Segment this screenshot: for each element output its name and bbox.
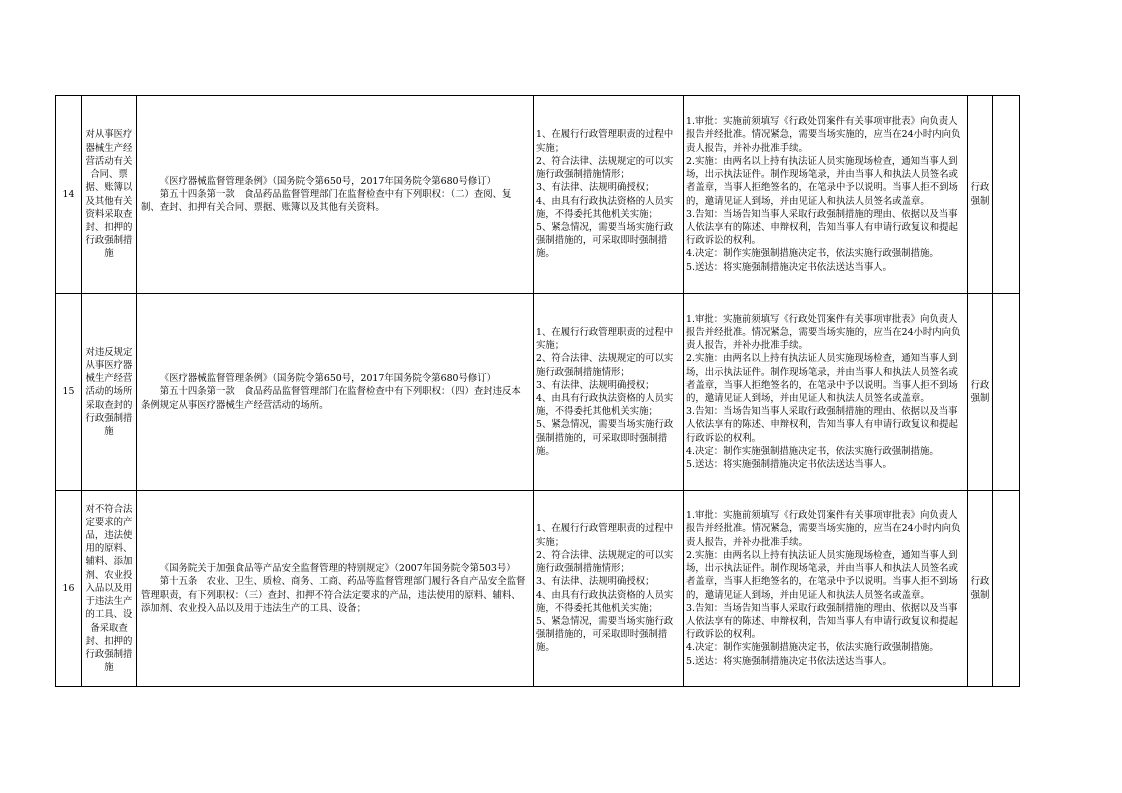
row-number: 16: [56, 491, 82, 687]
row-number: 15: [56, 294, 82, 491]
law-article: 第五十四条第一款 食品药品监督管理部门在监督检查中有下列职权：（二）查阅、复制、查封、扣押有关合同、票据、账簿以及其他有关资料。: [141, 188, 512, 214]
procedure-steps: [684, 96, 968, 294]
condition-line: 3、有法律、法规明确授权；: [536, 379, 655, 391]
procedure-step: 5.送达：将实施强制措施决定书依法送达当事人。: [686, 459, 892, 471]
procedure-step: 5.送达：将实施强制措施决定书依法送达当事人。: [686, 655, 892, 667]
condition-line: 1、在履行行政管理职责的过程中实施；: [536, 326, 674, 352]
table-row: [56, 96, 1020, 294]
condition-line: 2、符合法律、法规规定的可以实施行政强制措施情形；: [536, 155, 674, 181]
implementation-conditions: [534, 294, 684, 491]
condition-line: 1、在履行行政管理职责的过程中实施；: [536, 129, 674, 154]
procedure-steps: [684, 491, 968, 687]
procedure-step: 1.审批：实施前须填写《行政处罚案件有关事项审批表》向负责人报告并经批准。情况紧急，需要当场实施的，应当在24小时内向负责人报告，并补办批准手续。: [686, 510, 961, 548]
procedure-step: 2.实施：由两名以上持有执法证人员实施现场检查，通知当事人到场，出示执法证件。制作现场笔录，并由当事人和执法人员签名或者盖章，当事人拒绝签名的，在笔录中予以说明。当事人拒不到场的，邀请见证人到场，并由见证人和执法人员签名或盖章。: [686, 155, 958, 207]
law-title: 《国务院关于加强食品等产品安全监督管理的特别规定》（2007年国务院令第503号）: [159, 563, 516, 575]
row-number: 14: [56, 96, 82, 294]
item-name: 对从事医疗器械生产经营活动有关合同、票据、账簿以及其他有关资料采取查封、扣押的行政强制措施: [82, 96, 137, 294]
action-type: 行政强制: [968, 294, 993, 491]
procedure-step: 4.决定：制作实施强制措施决定书，依法实施行政强制措施。: [686, 445, 939, 457]
implementation-conditions: [534, 96, 684, 294]
item-name: 对违反规定从事医疗器械生产经营活动的场所采取查封的行政强制措施: [82, 294, 137, 491]
law-title: 《医疗器械监督管理条例》（国务院令第650号，2017年国务院令第680号修订）: [159, 175, 497, 187]
condition-line: 2、符合法律、法规规定的可以实施行政强制措施情形；: [536, 549, 674, 575]
condition-line: 3、有法律、法规明确授权；: [536, 182, 655, 194]
legal-basis: [137, 491, 534, 687]
law-article: 第十五条 农业、卫生、质检、商务、工商、药品等监督管理部门履行各自产品安全监督管理职责，有下列职权：（三）查封、扣押不符合法定要求的产品，违法使用的原料、辅料、添加剂、农业投入品以及用于违法生产的工具、设备；: [141, 576, 526, 614]
legal-basis: [137, 294, 534, 491]
procedure-steps: [684, 294, 968, 491]
implementation-conditions: [534, 491, 684, 687]
condition-line: 5、紧急情况，需要当场实施行政强制措施的，可采取即时强制措施。: [536, 419, 674, 457]
condition-line: 4、由具有行政执法资格的人员实施，不得委托其他机关实施；: [536, 195, 674, 220]
remark-cell: [993, 294, 1020, 491]
enforcement-table: [55, 95, 1020, 687]
action-type: 行政强制: [968, 491, 993, 687]
procedure-step: 4.决定：制作实施强制措施决定书，依法实施行政强制措施。: [686, 248, 939, 260]
condition-line: 1、在履行行政管理职责的过程中实施；: [536, 523, 674, 548]
legal-basis: [137, 96, 534, 294]
procedure-step: 2.实施：由两名以上持有执法证人员实施现场检查，通知当事人到场，出示执法证件。制作现场笔录，并由当事人和执法人员签名或者盖章，当事人拒绝签名的，在笔录中予以说明。当事人拒不到场的，邀请见证人到场，并由见证人和执法人员签名或盖章。: [686, 353, 958, 404]
condition-line: 3、有法律、法规明确授权；: [536, 576, 655, 588]
procedure-step: 3.告知：当场告知当事人采取行政强制措施的理由、依据以及当事人依法享有的陈述、申辩权利，告知当事人有申请行政复议和提起行政诉讼的权利。: [686, 406, 958, 444]
procedure-step: 3.告知：当场告知当事人采取行政强制措施的理由、依据以及当事人依法享有的陈述、申辩权利，告知当事人有申请行政复议和提起行政诉讼的权利。: [686, 208, 958, 247]
action-type: 行政强制: [968, 96, 993, 294]
condition-line: 4、由具有行政执法资格的人员实施，不得委托其他机关实施；: [536, 589, 674, 614]
condition-line: 5、紧急情况，需要当场实施行政强制措施的，可采取即时强制措施。: [536, 615, 674, 654]
item-name: 对不符合法定要求的产品，违法使用的原料、辅料、添加剂、农业投入品以及用于违法生产的工具、设备采取查封、扣押的行政强制措施: [82, 491, 137, 687]
procedure-step: 4.决定：制作实施强制措施决定书，依法实施行政强制措施。: [686, 642, 939, 654]
procedure-step: 1.审批：实施前须填写《行政处罚案件有关事项审批表》向负责人报告并经批准。情况紧急，需要当场实施的，应当在24小时内向负责人报告，并补办批准手续。: [686, 313, 961, 352]
law-title: 《医疗器械监督管理条例》（国务院令第650号，2017年国务院令第680号修订）: [159, 373, 497, 385]
table-row: [56, 294, 1020, 491]
procedure-step: 1.审批：实施前须填写《行政处罚案件有关事项审批表》向负责人报告并经批准。情况紧急，需要当场实施的，应当在24小时内向负责人报告，并补办批准手续。: [686, 116, 961, 154]
procedure-step: 2.实施：由两名以上持有执法证人员实施现场检查，通知当事人到场，出示执法证件。制作现场笔录，并由当事人和执法人员签名或者盖章，当事人拒绝签名的，在笔录中予以说明。当事人拒不到场的，邀请见证人到场，并由见证人和执法人员签名或盖章。: [686, 549, 958, 601]
law-article: 第五十四条第一款 食品药品监督管理部门在监督检查中有下列职权：（四）查封违反本条例规定从事医疗器械生产经营活动的场所。: [141, 386, 521, 411]
condition-line: 5、紧急情况，需要当场实施行政强制措施的，可采取即时强制措施。: [536, 221, 674, 260]
procedure-step: 3.告知：当场告知当事人采取行政强制措施的理由、依据以及当事人依法享有的陈述、申辩权利，告知当事人有申请行政复议和提起行政诉讼的权利。: [686, 602, 958, 641]
procedure-step: 5.送达：将实施强制措施决定书依法送达当事人。: [686, 261, 892, 273]
condition-line: 2、符合法律、法规规定的可以实施行政强制措施情形；: [536, 353, 674, 378]
condition-line: 4、由具有行政执法资格的人员实施，不得委托其他机关实施；: [536, 393, 674, 418]
remark-cell: [993, 491, 1020, 687]
table-row: [56, 491, 1020, 687]
remark-cell: [993, 96, 1020, 294]
